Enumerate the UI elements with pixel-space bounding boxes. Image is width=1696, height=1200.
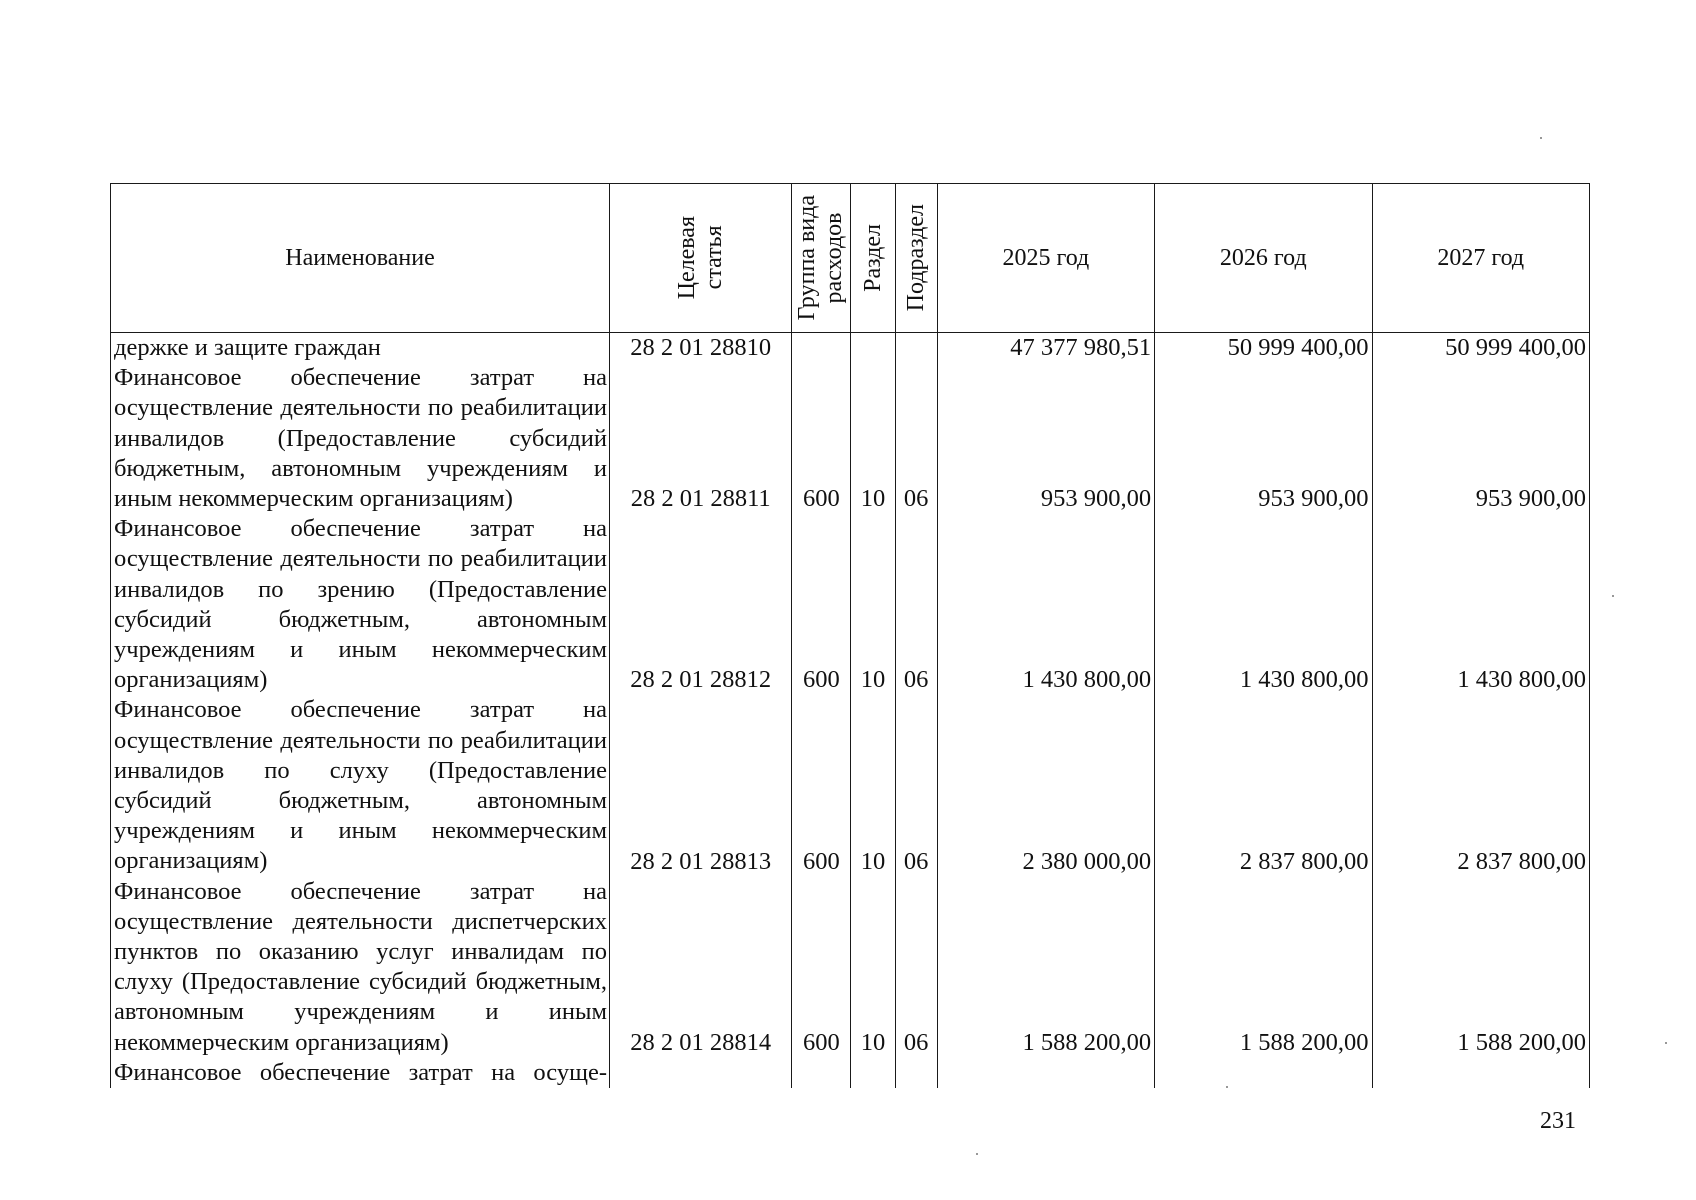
header-subsection [895,184,937,333]
row-2025: 1 588 200,00 [937,877,1154,1058]
row-2025: 2 380 000,00 [937,695,1154,876]
row-name: Финансовое обеспечение затрат на осуществление деятельности по реабилитации инвалидов по слуху (Предоставление субсидий бюджетным, автономным учреждениям и иным некоммерческим организациям) [111,695,610,876]
row-2025 [937,1058,1154,1088]
page-number: 231 [1540,1108,1576,1134]
header-2027-label: 2027 год [1437,244,1525,271]
header-section [851,184,895,333]
header-target [610,184,792,333]
row-target: 28 2 01 28813 [610,695,792,876]
row-2026: 2 837 800,00 [1155,695,1372,876]
header-subsection-label: Подраздел [902,204,929,312]
table-row [111,514,1590,695]
row-name: держке и защите граждан [111,333,610,364]
row-group [792,1058,851,1088]
table-row [111,333,1590,364]
row-2025: 953 900,00 [937,363,1154,514]
header-2025-label: 2025 год [1002,244,1090,271]
header-target-line2: статья [700,226,727,290]
row-group: 600 [792,877,851,1058]
row-section [851,333,895,364]
row-section: 10 [851,877,895,1058]
row-2026: 953 900,00 [1155,363,1372,514]
scan-speck [976,1153,978,1155]
row-group [792,333,851,364]
header-2026-label: 2026 год [1219,244,1307,271]
row-target: 28 2 01 28812 [610,514,792,695]
row-section: 10 [851,514,895,695]
row-2026: 1 588 200,00 [1155,877,1372,1058]
row-section: 10 [851,695,895,876]
row-name: Финансовое обеспечение затрат на осуществление деятельности диспетчерских пунктов по оказанию услуг инвалидам по слуху (Предоставление субсидий бюджетным, автономным учреждениям и иным некоммерческим организациям) [111,877,610,1058]
header-group-line2: расходов [821,212,848,304]
row-group: 600 [792,363,851,514]
row-target: 28 2 01 28810 [610,333,792,364]
row-2027: 2 837 800,00 [1372,695,1590,876]
row-subsection: 06 [895,877,937,1058]
header-2025 [937,184,1154,333]
row-target [610,1058,792,1088]
table-row [111,695,1590,876]
header-name-label: Наименование [285,244,435,271]
row-section [851,1058,895,1088]
header-target-line1: Целевая [673,216,700,300]
header-name [111,184,610,333]
row-subsection: 06 [895,514,937,695]
row-target: 28 2 01 28811 [610,363,792,514]
scan-speck [1540,137,1542,139]
row-name: Финансовое обеспечение затрат на осуществление деятельности по реабилитации инвалидов по зрению (Предоставление субсидий бюджетным, автономным учреждениям и иным некоммерческим организациям) [111,514,610,695]
header-row [111,184,1590,333]
header-section-label: Раздел [859,224,886,292]
row-subsection [895,333,937,364]
row-2027: 1 430 800,00 [1372,514,1590,695]
scan-speck [1226,1086,1228,1088]
header-group [792,184,851,333]
row-2026: 50 999 400,00 [1155,333,1372,364]
row-2026: 1 430 800,00 [1155,514,1372,695]
header-2027 [1372,184,1590,333]
row-subsection: 06 [895,363,937,514]
table-row [111,877,1590,1058]
row-2025: 1 430 800,00 [937,514,1154,695]
row-target: 28 2 01 28814 [610,877,792,1058]
row-2027: 1 588 200,00 [1372,877,1590,1058]
scan-speck [1612,595,1614,597]
row-2025: 47 377 980,51 [937,333,1154,364]
table-row [111,363,1590,514]
budget-table [110,183,1590,1088]
row-group: 600 [792,695,851,876]
row-group: 600 [792,514,851,695]
header-group-line1: Группа вида [794,195,821,321]
row-2027: 953 900,00 [1372,363,1590,514]
row-2026 [1155,1058,1372,1088]
header-2026 [1155,184,1372,333]
table-row [111,1058,1590,1088]
row-subsection: 06 [895,695,937,876]
row-name: Финансовое обеспечение затрат на осуще- [111,1058,610,1088]
row-section: 10 [851,363,895,514]
row-name: Финансовое обеспечение затрат на осуществление деятельности по реабилитации инвалидов (Предоставление субсидий бюджетным, автономным учреждениям и иным некоммерческим организациям) [111,363,610,514]
row-subsection [895,1058,937,1088]
row-2027 [1372,1058,1590,1088]
scan-speck [1665,1042,1667,1044]
row-2027: 50 999 400,00 [1372,333,1590,364]
